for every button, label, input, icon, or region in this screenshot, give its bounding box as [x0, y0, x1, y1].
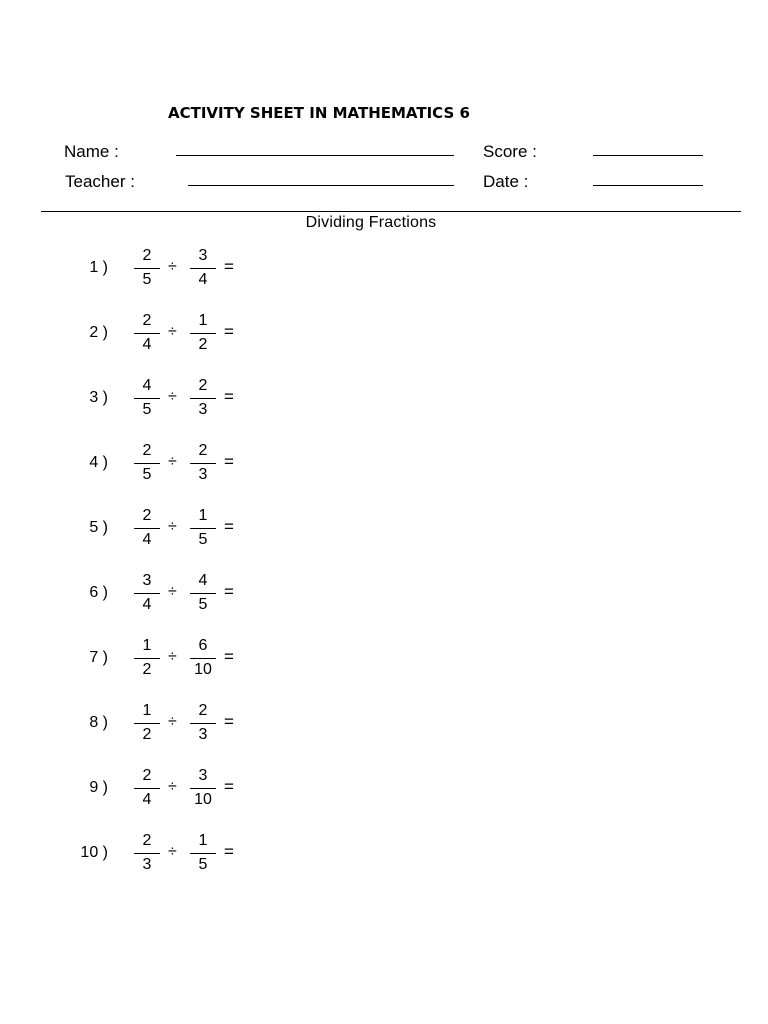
divisor-denominator: 10 — [194, 661, 212, 678]
divide-sign: ÷ — [168, 388, 177, 405]
teacher-label: Teacher : — [65, 172, 135, 191]
divisor-numerator: 2 — [198, 442, 208, 459]
dividend-denominator: 5 — [142, 401, 152, 418]
divide-sign: ÷ — [168, 583, 177, 600]
divide-sign: ÷ — [168, 713, 177, 730]
divisor-fraction — [188, 636, 218, 680]
equals-sign: = — [224, 257, 234, 276]
fraction-bar — [134, 853, 160, 854]
worksheet-subtitle: Dividing Fractions — [305, 214, 437, 231]
problem-number: 5 ) — [89, 519, 108, 536]
dividend-numerator: 2 — [142, 442, 152, 459]
equals-sign: = — [224, 712, 234, 731]
divisor-denominator: 2 — [198, 336, 208, 353]
problem-item — [0, 701, 400, 751]
divisor-numerator: 1 — [198, 507, 208, 524]
problem-number: 2 ) — [89, 324, 108, 341]
problem-number: 10 ) — [80, 844, 108, 861]
divisor-fraction — [188, 766, 218, 810]
problem-item — [0, 766, 400, 816]
dividend-fraction — [132, 441, 162, 485]
dividend-numerator: 2 — [142, 507, 152, 524]
equals-sign: = — [224, 452, 234, 471]
fraction-bar — [134, 788, 160, 789]
dividend-numerator: 4 — [142, 377, 152, 394]
dividend-denominator: 4 — [142, 596, 152, 613]
fraction-bar — [190, 268, 216, 269]
dividend-denominator: 4 — [142, 791, 152, 808]
dividend-denominator: 2 — [142, 661, 152, 678]
divisor-fraction — [188, 831, 218, 875]
fraction-bar — [190, 463, 216, 464]
divide-sign: ÷ — [168, 648, 177, 665]
dividend-numerator: 1 — [142, 637, 152, 654]
dividend-numerator: 2 — [142, 312, 152, 329]
divisor-fraction — [188, 506, 218, 550]
fraction-bar — [134, 463, 160, 464]
problem-item — [0, 311, 400, 361]
dividend-fraction — [132, 311, 162, 355]
divisor-fraction — [188, 571, 218, 615]
dividend-numerator: 3 — [142, 572, 152, 589]
equals-sign: = — [224, 517, 234, 536]
dividend-denominator: 5 — [142, 271, 152, 288]
fraction-bar — [134, 593, 160, 594]
divisor-fraction — [188, 441, 218, 485]
divisor-numerator: 3 — [198, 767, 208, 784]
divisor-numerator: 4 — [198, 572, 208, 589]
problem-item — [0, 246, 400, 296]
dividend-fraction — [132, 701, 162, 745]
divisor-denominator: 10 — [194, 791, 212, 808]
dividend-fraction — [132, 376, 162, 420]
dividend-numerator: 2 — [142, 767, 152, 784]
divisor-denominator: 5 — [198, 596, 208, 613]
problem-number: 3 ) — [89, 389, 108, 406]
problem-number: 9 ) — [89, 779, 108, 796]
divide-sign: ÷ — [168, 778, 177, 795]
name-label: Name : — [64, 142, 119, 161]
fraction-bar — [134, 268, 160, 269]
divisor-numerator: 1 — [198, 832, 208, 849]
fraction-bar — [190, 593, 216, 594]
fraction-bar — [134, 528, 160, 529]
dividend-denominator: 5 — [142, 466, 152, 483]
fraction-bar — [190, 398, 216, 399]
divisor-denominator: 5 — [198, 856, 208, 873]
problem-item — [0, 571, 400, 621]
page-title: ACTIVITY SHEET IN MATHEMATICS 6 — [168, 104, 470, 122]
dividend-denominator: 4 — [142, 336, 152, 353]
divide-sign: ÷ — [168, 453, 177, 470]
dividend-numerator: 2 — [142, 247, 152, 264]
equals-sign: = — [224, 322, 234, 341]
name-blank-line — [176, 155, 454, 156]
dividend-denominator: 3 — [142, 856, 152, 873]
problem-number: 7 ) — [89, 649, 108, 666]
teacher-blank-line — [188, 185, 454, 186]
dividend-numerator: 1 — [142, 702, 152, 719]
dividend-fraction — [132, 831, 162, 875]
problem-item — [0, 376, 400, 426]
fraction-bar — [134, 398, 160, 399]
fraction-bar — [134, 333, 160, 334]
fraction-bar — [134, 723, 160, 724]
problem-item — [0, 636, 400, 686]
fraction-bar — [190, 788, 216, 789]
divisor-denominator: 3 — [198, 401, 208, 418]
divisor-numerator: 2 — [198, 377, 208, 394]
dividend-denominator: 2 — [142, 726, 152, 743]
equals-sign: = — [224, 842, 234, 861]
divide-sign: ÷ — [168, 323, 177, 340]
dividend-fraction — [132, 571, 162, 615]
fraction-bar — [190, 658, 216, 659]
dividend-numerator: 2 — [142, 832, 152, 849]
fraction-bar — [190, 528, 216, 529]
divisor-numerator: 3 — [198, 247, 208, 264]
date-label: Date : — [483, 172, 529, 191]
dividend-denominator: 4 — [142, 531, 152, 548]
fraction-bar — [190, 853, 216, 854]
divide-sign: ÷ — [168, 518, 177, 535]
equals-sign: = — [224, 582, 234, 601]
problem-number: 6 ) — [89, 584, 108, 601]
divisor-denominator: 4 — [198, 271, 208, 288]
divide-sign: ÷ — [168, 258, 177, 275]
problem-number: 4 ) — [89, 454, 108, 471]
dividend-fraction — [132, 246, 162, 290]
dividend-fraction — [132, 636, 162, 680]
divisor-denominator: 3 — [198, 466, 208, 483]
header-divider — [41, 211, 741, 212]
divisor-numerator: 6 — [198, 637, 208, 654]
divisor-denominator: 5 — [198, 531, 208, 548]
date-blank-line — [593, 185, 703, 186]
fraction-bar — [190, 723, 216, 724]
divisor-fraction — [188, 246, 218, 290]
equals-sign: = — [224, 647, 234, 666]
divisor-numerator: 2 — [198, 702, 208, 719]
divisor-fraction — [188, 311, 218, 355]
score-blank-line — [593, 155, 703, 156]
problem-item — [0, 831, 400, 881]
divisor-numerator: 1 — [198, 312, 208, 329]
divide-sign: ÷ — [168, 843, 177, 860]
divisor-denominator: 3 — [198, 726, 208, 743]
problem-item — [0, 441, 400, 491]
fraction-bar — [190, 333, 216, 334]
divisor-fraction — [188, 376, 218, 420]
score-label: Score : — [483, 142, 537, 161]
divisor-fraction — [188, 701, 218, 745]
problem-number: 1 ) — [89, 259, 108, 276]
equals-sign: = — [224, 777, 234, 796]
equals-sign: = — [224, 387, 234, 406]
dividend-fraction — [132, 506, 162, 550]
dividend-fraction — [132, 766, 162, 810]
problem-item — [0, 506, 400, 556]
fraction-bar — [134, 658, 160, 659]
problem-number: 8 ) — [89, 714, 108, 731]
